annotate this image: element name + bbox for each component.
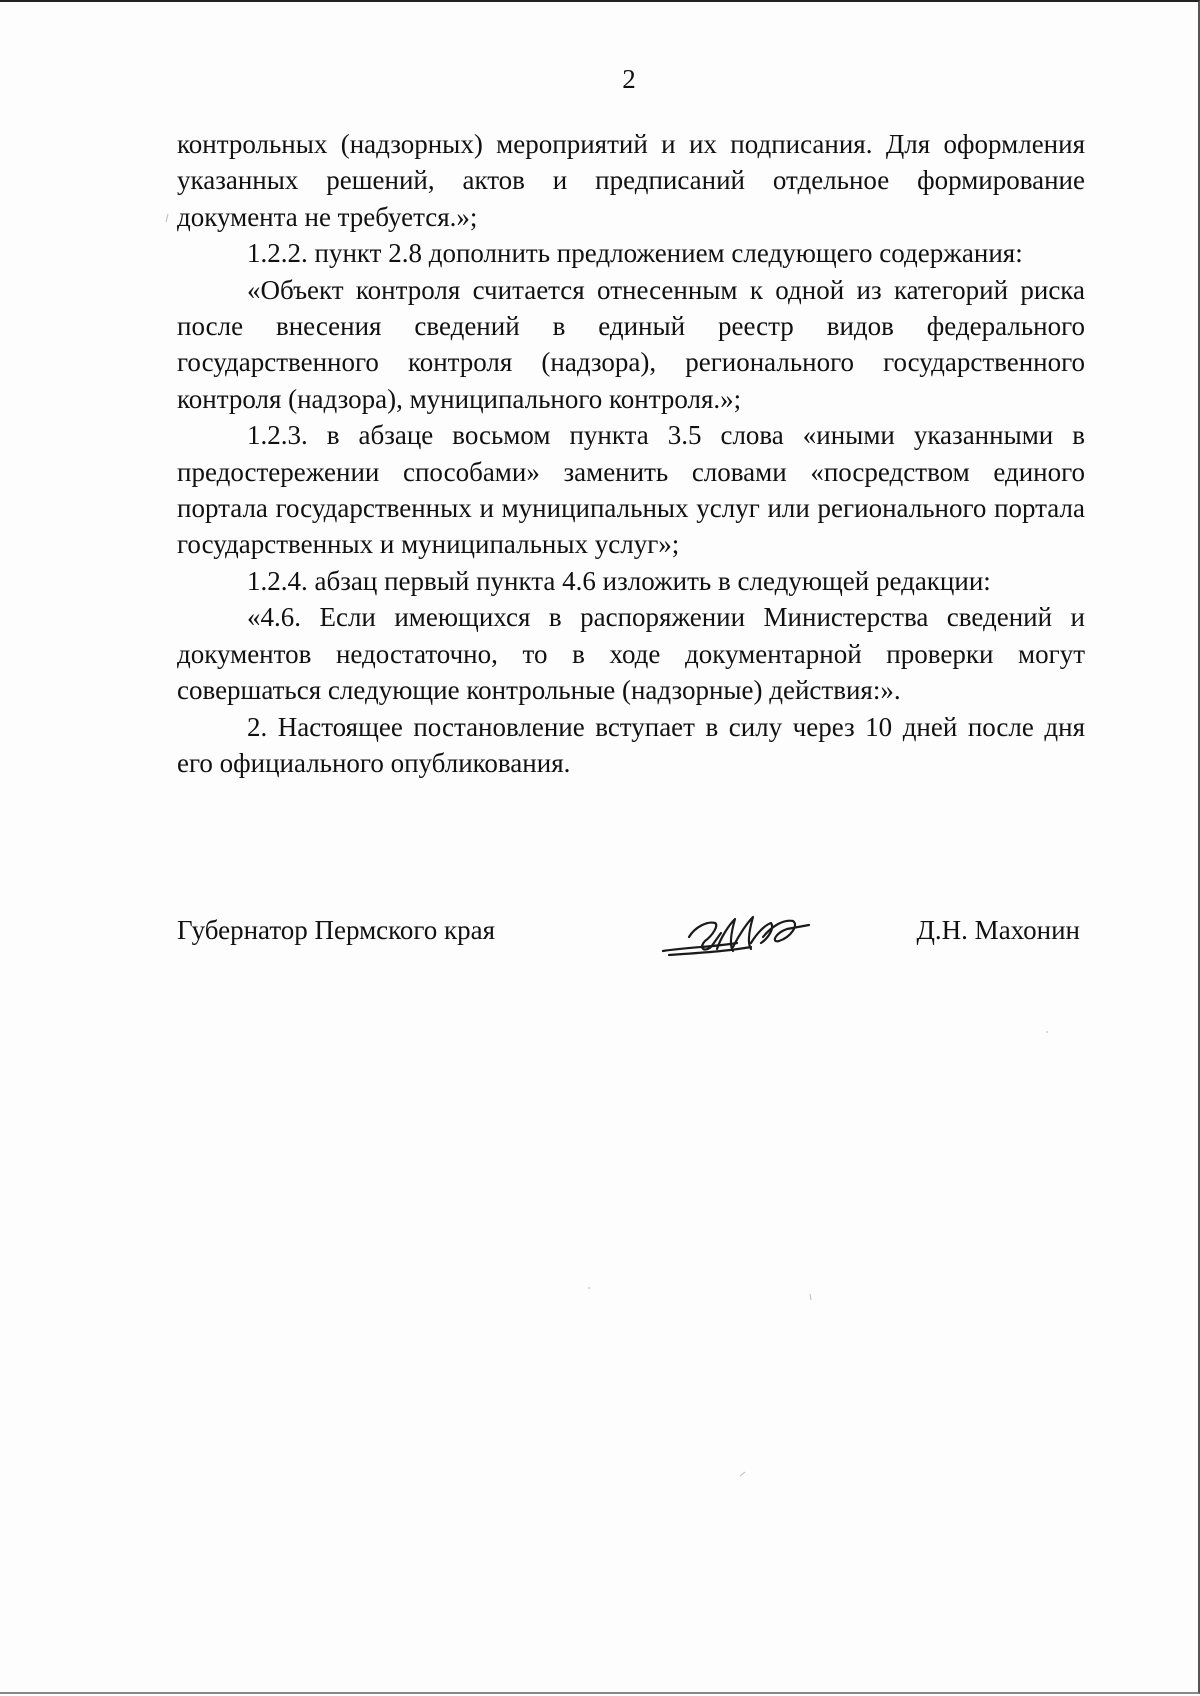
paragraph-1-2-4: 1.2.4. абзац первый пункта 4.6 изложить в следующей редакции: <box>247 565 991 596</box>
paragraph-continuation: контрольных (надзорных) мероприятий и их подписания. Для оформления указанных решений, актов и предписаний отдельное формирование документа не требуется.»; <box>177 129 1085 232</box>
paragraph-quote-risk-category: «Объект контроля считается отнесенным к одной из категорий риска после внесения сведений в единый реестр видов федерального государственного контроля (надзора), регионального государственного контроля (надзора), муниципального контроля.»; <box>177 274 1085 414</box>
paragraph-1-2-2: 1.2.2. пункт 2.8 дополнить предложением следующего содержания: <box>247 238 1023 269</box>
signatory-position: Губернатор Пермского края <box>177 915 496 945</box>
paragraph-quote-4-6: «4.6. Если имеющихся в распоряжении Министерства сведений и документов недостаточно, то в ходе документарной проверки могут совершаться следующие контрольные (надзорные) действия:». <box>177 602 1085 706</box>
paragraph-1-2-3: 1.2.3. в абзаце восьмом пункта 3.5 слова «иными указанными в предостережении способами» заменить словами «посредством единого портала государственных и муниципальных услуг или регионального портала государственных и муниципальных услуг»; <box>177 420 1085 560</box>
handwritten-signature <box>659 907 819 965</box>
document-body <box>177 126 1085 781</box>
paragraph-2-effective-date: 2. Настоящее постановление вступает в силу через 10 дней после дня его официального опубликования. <box>177 711 1085 778</box>
signatory-name: Д.Н. Махонин <box>916 915 1080 945</box>
signature-block <box>177 907 1080 967</box>
page-number: 2 <box>622 64 636 94</box>
